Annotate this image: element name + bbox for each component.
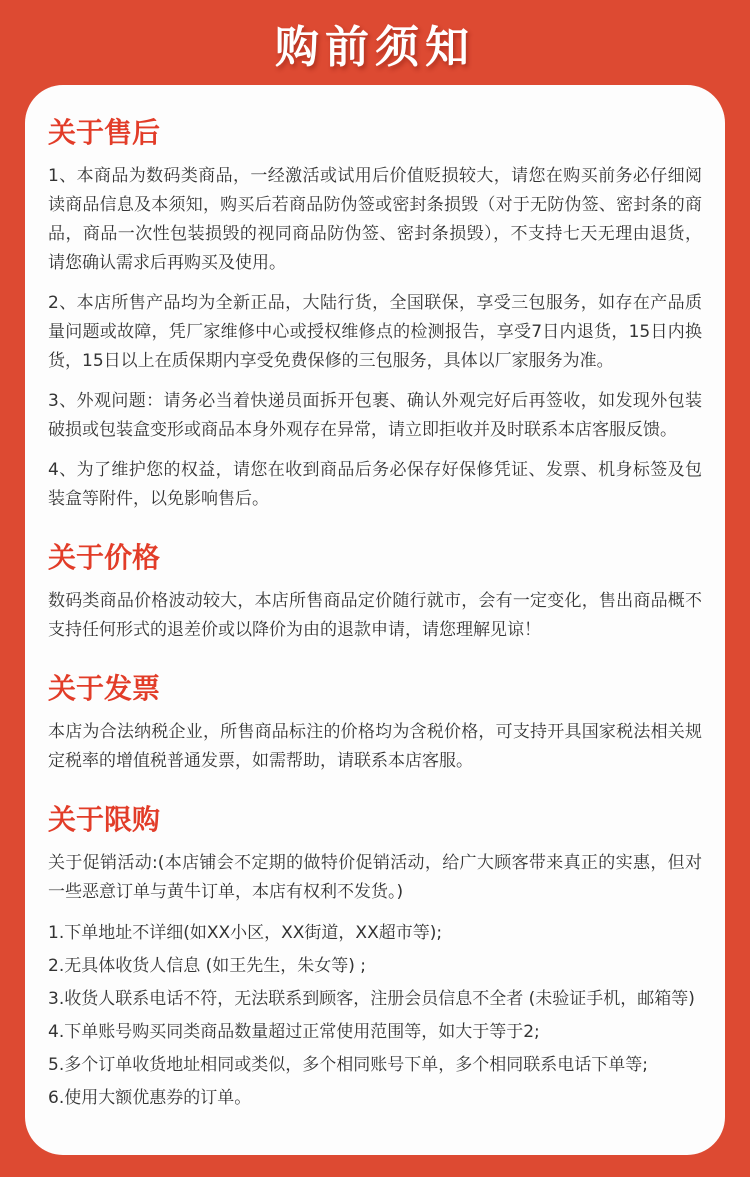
section-invoice [48,671,702,776]
after-sales-paragraph: 3、外观问题：请务必当着快递员面拆开包裹、确认外观完好后再签收，如发现外包装破损或包装盒变形或商品本身外观存在异常，请立即拒收并及时联系本店客服反馈。 [48,391,702,440]
after-sales-paragraph: 4、为了维护您的权益，请您在收到商品后务必保存好保修凭证、发票、机身标签及包装盒等附件，以免影响售后。 [48,460,702,509]
after-sales-paragraph: 1、本商品为数码类商品，一经激活或试用后价值贬损较大，请您在购买前务必仔细阅读商品信息及本须知，购买后若商品防伪签或密封条损毁（对于无防伪签、密封条的商品，商品一次性包装损毁的视同商品防伪签、密封条损毁），不支持七天无理由退货，请您确认需求后再购买及使用。 [48,166,702,273]
list-item: 4.下单账号购买同类商品数量超过正常使用范围等，如大于等于2; [48,1022,540,1042]
list-item: 6.使用大额优惠券的订单。 [48,1088,252,1108]
section-price [48,540,702,645]
page-title: 购前须知 [275,21,475,73]
page-header [0,0,750,85]
section-purchase-limit [48,802,702,1113]
list-item: 1.下单地址不详细(如XX小区，XX街道，XX超市等); [48,923,443,943]
after-sales-heading: 关于售后 [48,116,161,149]
notice-card [25,85,725,1155]
purchase-limit-heading: 关于限购 [48,803,161,836]
list-item: 3.收货人联系电话不符，无法联系到顾客，注册会员信息不全者 (未验证手机，邮箱等) [48,989,695,1009]
purchase-limit-intro: 关于促销活动:(本店铺会不定期的做特价促销活动，给广大顾客带来真正的实惠，但对一些恶意订单与黄牛订单，本店有权利不发货。) [48,853,702,902]
list-item: 2.无具体收货人信息 (如王先生，朱女等) ; [48,956,367,976]
price-paragraph: 数码类商品价格波动较大，本店所售商品定价随行就市，会有一定变化，售出商品概不支持任何形式的退差价或以降价为由的退款申请，请您理解见谅！ [48,591,702,640]
invoice-paragraph: 本店为合法纳税企业，所售商品标注的价格均为含税价格，可支持开具国家税法相关规定税率的增值税普通发票，如需帮助，请联系本店客服。 [48,722,702,771]
section-after-sales [48,115,702,514]
after-sales-paragraph: 2、本店所售产品均为全新正品，大陆行货，全国联保，享受三包服务，如存在产品质量问题或故障，凭厂家维修中心或授权维修点的检测报告，享受7日内退货，15日内换货，15日以上在质保期内享受免费保修的三包服务，具体以厂家服务为准。 [48,293,702,371]
price-heading: 关于价格 [48,541,161,574]
purchase-limit-list [48,918,702,1113]
list-item: 5.多个订单收货地址相同或类似，多个相同账号下单，多个相同联系电话下单等; [48,1055,648,1075]
invoice-heading: 关于发票 [48,672,161,705]
